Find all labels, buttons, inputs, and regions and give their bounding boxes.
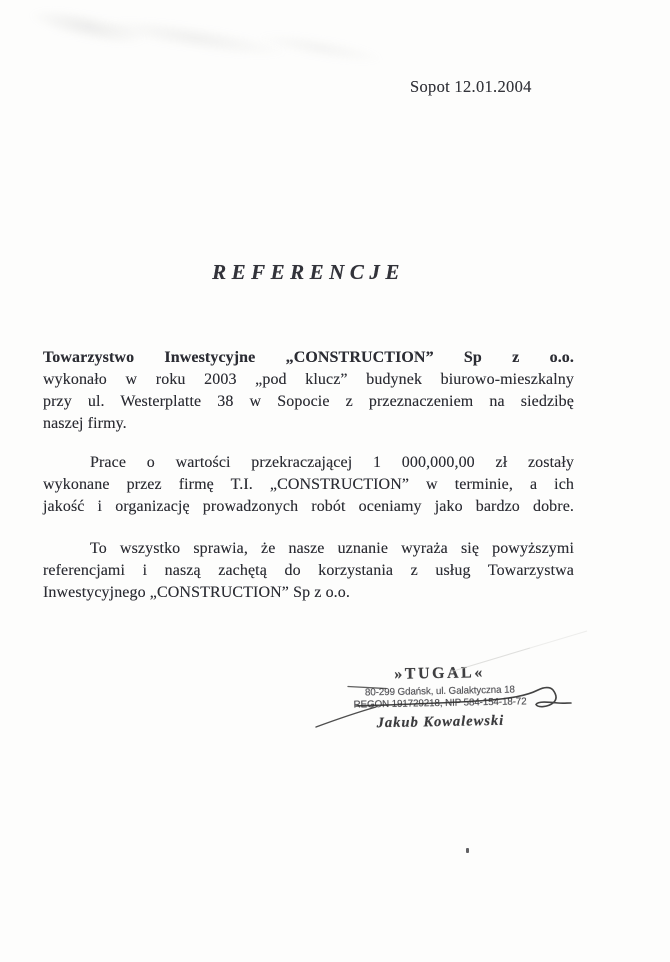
date-line: Sopot 12.01.2004 bbox=[410, 77, 532, 96]
text-line: jakość i organizację prowadzonych robót oceniamy jako bardzo dobre. bbox=[43, 498, 574, 515]
scan-speck bbox=[466, 848, 469, 853]
text-line: przy ul. Westerplatte 38 w Sopocie z przeznaczeniem na siedzibę bbox=[43, 393, 574, 410]
paragraph-work-value bbox=[43, 452, 574, 518]
scan-smudge bbox=[27, 2, 150, 52]
stamp-company-name: »TUGAL« bbox=[394, 664, 485, 683]
stamp-regon-nip: REGON 191729218, NIP 584-154-18-72 bbox=[353, 696, 527, 711]
letter-title: REFERENCJE bbox=[212, 260, 405, 284]
company-stamp bbox=[314, 663, 565, 733]
scan-smudge bbox=[99, 11, 290, 64]
paragraph-recommendation bbox=[43, 538, 574, 604]
stamp-address: 80-299 Gdańsk, ul. Galaktyczna 18 bbox=[364, 684, 515, 699]
text-line: Prace o wartości przekraczającej 1 000,000,00 zł zostały bbox=[90, 454, 574, 471]
text-line: Towarzystwo Inwestycyjne „CONSTRUCTION” Sp z o.o. bbox=[43, 349, 574, 366]
scan-smudge bbox=[254, 27, 385, 69]
text-line: Inwestycyjnego „CONSTRUCTION” Sp z o.o. bbox=[43, 584, 350, 601]
text-line: wykonało w roku 2003 „pod klucz” budynek biurowo-mieszkalny bbox=[43, 371, 574, 388]
paragraph-company-intro bbox=[43, 347, 574, 435]
text-line: naszej firmy. bbox=[43, 415, 127, 432]
text-line: wykonane przez firmę T.I. „CONSTRUCTION” w terminie, a ich bbox=[43, 476, 574, 493]
scratch-line bbox=[530, 631, 587, 648]
stamp-signatory-name: Jakub Kowalewski bbox=[376, 712, 505, 732]
text-line: To wszystko sprawia, że nasze uznanie wyraża się powyższymi bbox=[90, 540, 574, 557]
text-line: referencjami i naszą zachętą do korzystania z usług Towarzystwa bbox=[43, 562, 574, 579]
